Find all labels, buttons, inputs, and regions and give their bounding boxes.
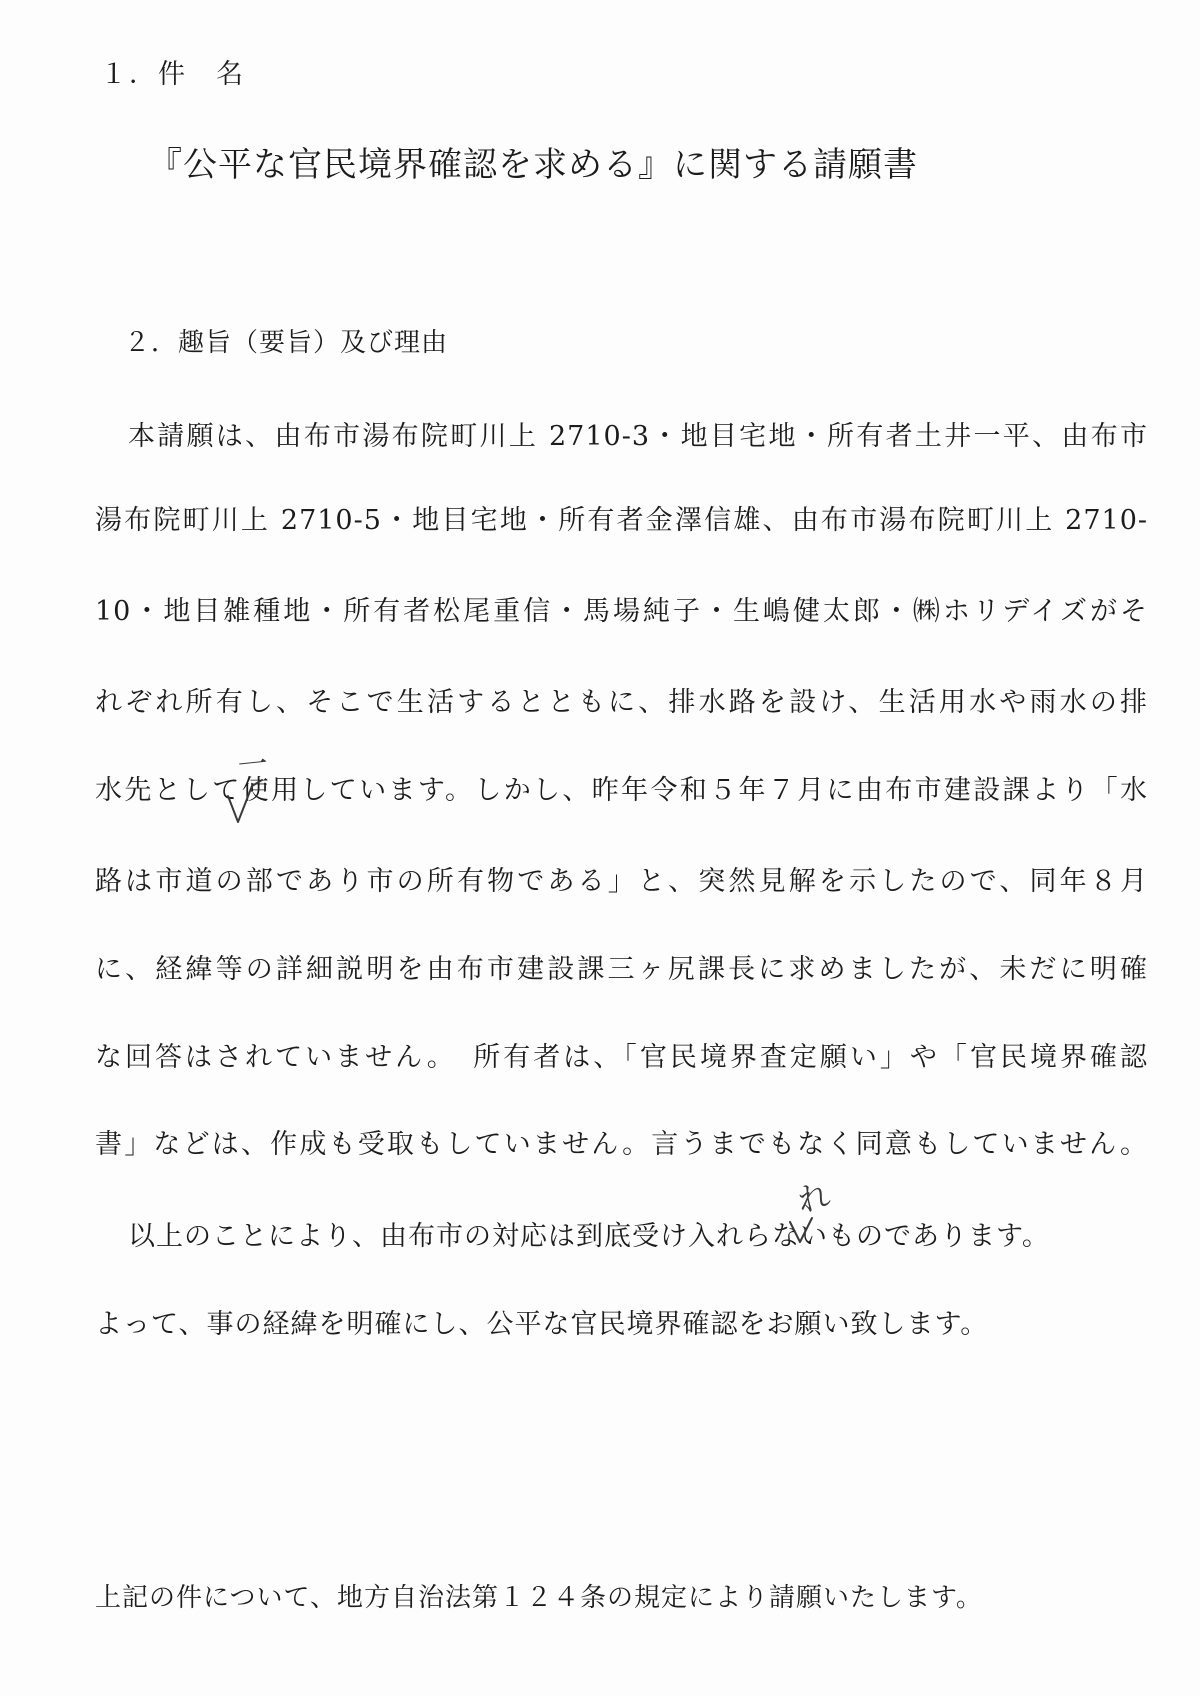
body-line-5: 水先として使用しています。しかし、昨年令和５年７月に由布市建設課より「水 (95, 775, 1148, 806)
handwritten-insertion-1: 一 (236, 746, 270, 785)
body-line-7: に、経緯等の詳細説明を由布市建設課三ヶ尻課長に求めましたが、未だに明確 (95, 954, 1148, 985)
handwritten-insertion-2: れ (794, 1176, 834, 1220)
body-line-2: 湯布院町川上 2710-5・地目宅地・所有者金澤信雄、由布市湯布院町川上 2710- (95, 505, 1148, 536)
section-1-heading: １．件 名 (100, 59, 245, 90)
section-2-heading: ２．趣旨（要旨）及び理由 (124, 328, 449, 358)
body-line-4: れぞれ所有し、そこで生活するとともに、排水路を設け、生活用水や雨水の排 (95, 687, 1148, 718)
body-line-9: 書」などは、作成も受取もしていません。言うまでもなく同意もしていません。 (95, 1129, 1148, 1160)
closing-statement: 上記の件について、地方自治法第１２４条の規定により請願いたします。 (95, 1583, 983, 1613)
body-line-1: 本請願は、由布市湯布院町川上 2710-3・地目宅地・所有者土井一平、由布市 (128, 421, 1148, 452)
document-title: 『公平な官民境界確認を求める』に関する請願書 (148, 145, 918, 185)
body-line-8: な回答はされていません。 所有者は、「官民境界査定願い」や「官民境界確認 (95, 1042, 1148, 1073)
body-line-11: よって、事の経緯を明確にし、公平な官民境界確認をお願い致します。 (95, 1309, 989, 1340)
body-line-6: 路は市道の部であり市の所有物である」と、突然見解を示したので、同年８月 (95, 866, 1148, 897)
body-line-10: 以上のことにより、由布市の対応は到底受け入れらないものであります。 (128, 1221, 1050, 1252)
body-line-3: 10・地目雑種地・所有者松尾重信・馬場純子・生嶋健太郎・㈱ホリデイズがそ (95, 596, 1148, 627)
